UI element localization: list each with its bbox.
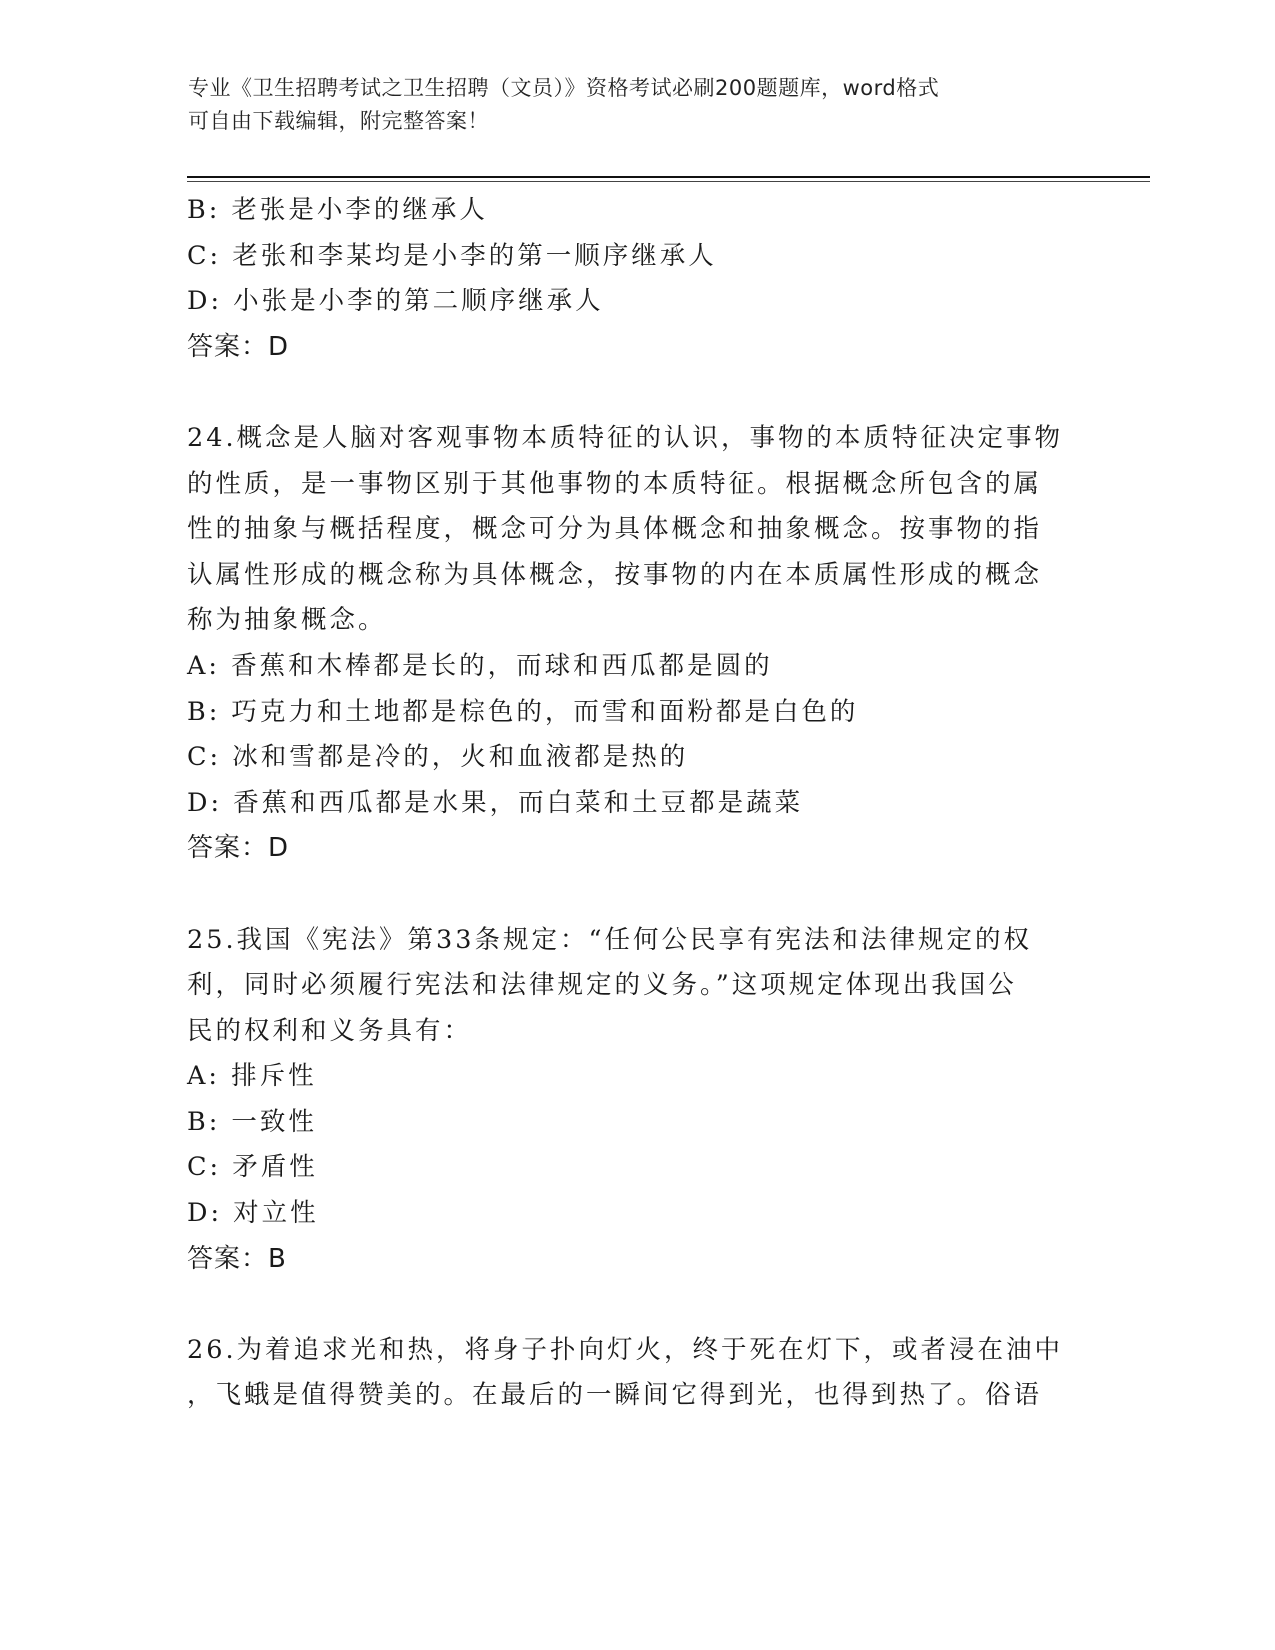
question-text-line: 民的权利和义务具有： [187, 1015, 473, 1046]
answer: 答案：D [187, 331, 290, 362]
question-text-line: 的性质，是一事物区别于其他事物的本质特征。根据概念所包含的属 [187, 468, 1043, 499]
option-c: C: 老张和李某均是小李的第一顺序继承人 [187, 240, 717, 271]
document-body [187, 188, 1077, 1419]
spacer [187, 872, 1077, 918]
question-text-line: 认属性形成的概念称为具体概念，按事物的内在本质属性形成的概念 [187, 559, 1043, 590]
option-a: A: 香蕉和木棒都是长的，而球和西瓜都是圆的 [187, 650, 773, 681]
spacer [187, 1282, 1077, 1328]
answer: 答案：B [187, 1243, 287, 1274]
option-b: B: 巧克力和土地都是棕色的，而雪和面粉都是白色的 [187, 696, 859, 727]
question-text-line: 利，同时必须履行宪法和法律规定的义务。”这项规定体现出我国公 [187, 970, 1017, 1001]
page-header [188, 72, 1068, 138]
option-c: C: 矛盾性 [187, 1152, 318, 1183]
question-text-line: 26.为着追求光和热，将身子扑向灯火，终于死在灯下，或者浸在油中 [187, 1334, 1064, 1365]
header-divider-thin [187, 181, 1150, 182]
header-divider [187, 176, 1150, 178]
question-text-line: 24.概念是人脑对客观事物本质特征的认识，事物的本质特征决定事物 [187, 422, 1064, 453]
question-26 [187, 1328, 1077, 1419]
option-b: B: 老张是小李的继承人 [187, 195, 488, 225]
option-d: D: 香蕉和西瓜都是水果，而白菜和土豆都是蔬菜 [187, 787, 804, 818]
option-d: D: 小张是小李的第二顺序继承人 [187, 286, 604, 317]
spacer [187, 370, 1077, 416]
question-25 [187, 918, 1077, 1283]
question-24 [187, 416, 1077, 872]
question-text-line: 称为抽象概念。 [187, 605, 387, 636]
question-text-line: 性的抽象与概括程度，概念可分为具体概念和抽象概念。按事物的指 [187, 514, 1043, 545]
option-a: A: 排斥性 [187, 1061, 317, 1092]
header-title-line-2: 可自由下载编辑，附完整答案！ [188, 109, 489, 133]
option-d: D: 对立性 [187, 1198, 319, 1229]
option-b: B: 一致性 [187, 1106, 317, 1137]
option-c: C: 冰和雪都是冷的，火和血液都是热的 [187, 742, 689, 773]
answer: 答案：D [187, 833, 290, 864]
header-title-line-1: 专业《卫生招聘考试之卫生招聘（文员）》资格考试必刷200题题库，word格式 [188, 76, 940, 100]
question-text-line: 25.我国《宪法》第33条规定：“任何公民享有宪法和法律规定的权 [187, 924, 1033, 955]
question-23 [187, 188, 1077, 370]
question-text-line: ，飞蛾是值得赞美的。在最后的一瞬间它得到光，也得到热了。俗语 [187, 1380, 1043, 1411]
